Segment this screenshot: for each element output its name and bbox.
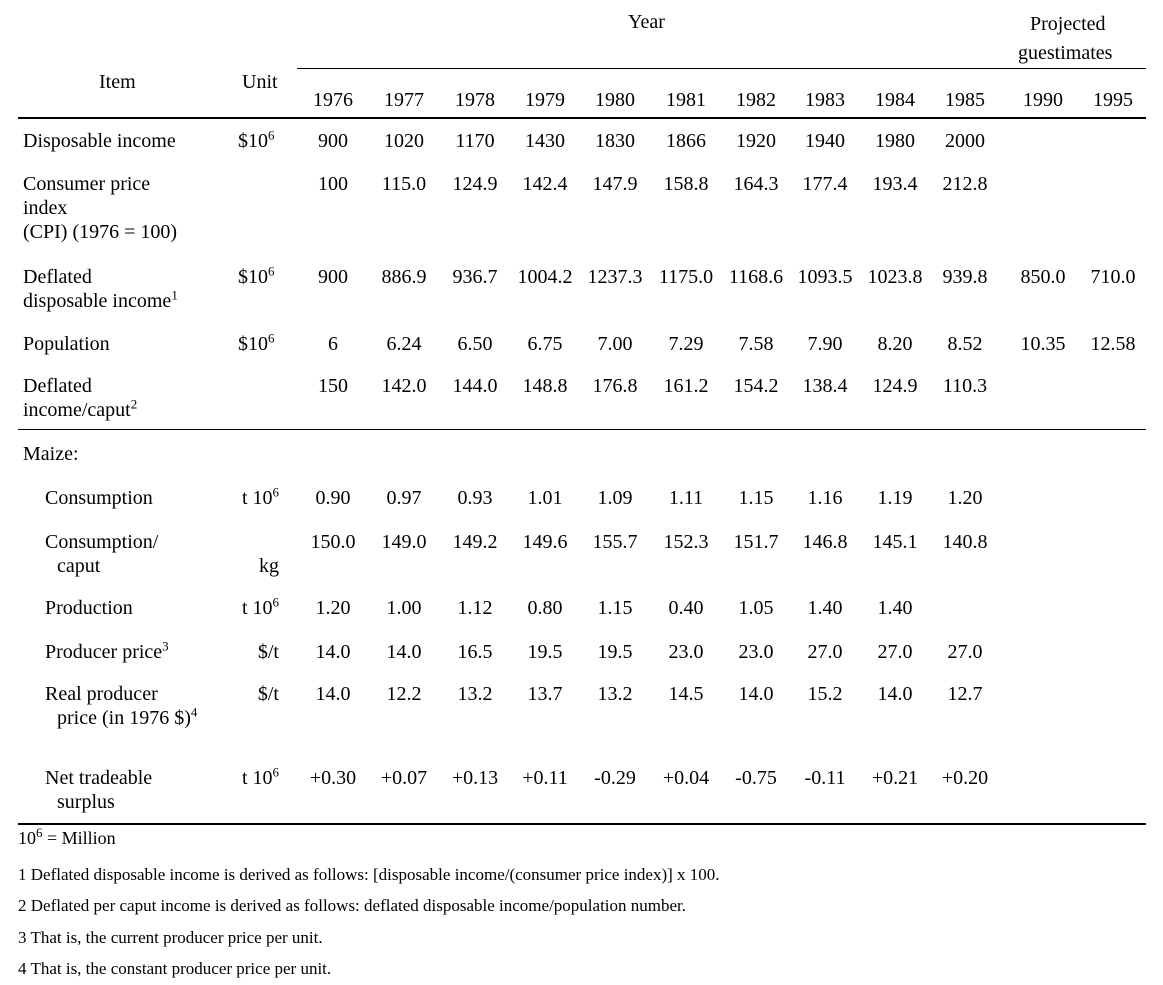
table-cell: 1170 (455, 130, 495, 152)
table-cell: 152.3 (663, 531, 709, 553)
row-unit: $\$10^6$ (238, 330, 275, 355)
table-cell: 10.35 (1020, 333, 1066, 355)
table-cell: 147.9 (592, 173, 638, 195)
table-cell: -0.11 (804, 767, 846, 789)
table-cell: 850.0 (1020, 266, 1066, 288)
row-label: Net tradeable (45, 767, 153, 789)
table-cell: 177.4 (802, 173, 848, 195)
table-cell: 8.52 (947, 333, 983, 355)
table-cell: 193.4 (872, 173, 918, 195)
row-unit: t $10^6$ (241, 594, 279, 619)
header-unit: Unit (242, 71, 278, 93)
table-cell: 1.19 (877, 487, 913, 509)
table-cell: 1866 (666, 130, 706, 152)
table-cell: 1.11 (668, 487, 704, 509)
table-cell: 1.16 (807, 487, 843, 509)
row-label: Population (23, 333, 110, 355)
table-cell: 27.0 (807, 641, 843, 663)
year-header-1982: 1982 (736, 89, 776, 111)
table-cell: 0.97 (386, 487, 422, 509)
table-cell: 1.09 (597, 487, 633, 509)
table-cell: 144.0 (452, 375, 498, 397)
table-cell: +0.20 (941, 767, 989, 789)
table-cell: 150 (318, 375, 348, 397)
table-cell: 27.0 (877, 641, 913, 663)
row-label: Producer price$^3$ (45, 638, 169, 663)
row-unit: kg (259, 555, 279, 577)
table-cell: 19.5 (597, 641, 633, 663)
table-cell: 936.7 (452, 266, 498, 288)
table-cell: +0.07 (380, 767, 428, 789)
table-cell: 100 (318, 173, 348, 195)
table-cell: 2000 (945, 130, 985, 152)
row-label: caput (57, 555, 101, 577)
table-cell: 1.00 (386, 597, 422, 619)
table-cell: 0.40 (668, 597, 704, 619)
table-cell: 710.0 (1090, 266, 1136, 288)
table-cell: 1093.5 (797, 266, 853, 288)
year-header-1984: 1984 (875, 89, 915, 111)
table-cell: 1020 (384, 130, 424, 152)
table-cell: 1237.3 (587, 266, 643, 288)
table-cell: 138.4 (802, 375, 848, 397)
row-label: Deflated (23, 266, 92, 288)
table-cell: 150.0 (310, 531, 356, 553)
year-header-1981: 1981 (666, 89, 706, 111)
table-cell: 142.0 (381, 375, 427, 397)
row-unit: $/t (257, 683, 279, 705)
row-unit: t $10^6$ (241, 484, 279, 509)
section-rule (18, 429, 1146, 430)
table-cell: 13.7 (527, 683, 563, 705)
year-header-1978: 1978 (455, 89, 495, 111)
row-unit: $\$10^6$ (238, 263, 275, 288)
table-cell: +0.04 (662, 767, 710, 789)
table-cell: 6 (328, 333, 338, 355)
footnote-3: 3 That is, the current producer price per unit. (18, 928, 323, 947)
table-cell: 14.0 (386, 641, 422, 663)
row-unit: t $10^6$ (241, 764, 279, 789)
table-cell: 110.3 (942, 375, 988, 397)
table-cell: 1.15 (597, 597, 633, 619)
table-cell: 140.8 (942, 531, 988, 553)
table-cell: 19.5 (527, 641, 563, 663)
table-cell: 27.0 (947, 641, 983, 663)
year-header-1995: 1995 (1093, 89, 1133, 111)
table-cell: 1920 (736, 130, 776, 152)
table-cell: 1.40 (877, 597, 913, 619)
footnote-1: 1 Deflated disposable income is derived as follows: [disposable income/(consumer price index)] x 100. (18, 865, 720, 884)
table-cell: 16.5 (457, 641, 493, 663)
table-cell: 0.90 (315, 487, 351, 509)
table-cell: 1.40 (807, 597, 843, 619)
table-cell: 1168.6 (728, 266, 784, 288)
row-label: surplus (57, 791, 115, 813)
table-cell: 1.20 (947, 487, 983, 509)
header-rule (18, 117, 1146, 119)
table-cell: 1430 (525, 130, 565, 152)
table-cell: 154.2 (733, 375, 779, 397)
million-footnote: $10^6$ = Million (18, 825, 116, 848)
table-cell: 164.3 (733, 173, 779, 195)
row-label: Production (45, 597, 133, 619)
row-label: disposable income$^1$ (23, 287, 178, 312)
table-cell: 7.29 (668, 333, 704, 355)
year-header-1976: 1976 (313, 89, 353, 111)
year-header-1985: 1985 (945, 89, 985, 111)
table-cell: 161.2 (663, 375, 709, 397)
table-cell: 124.9 (452, 173, 498, 195)
table-cell: 1.12 (457, 597, 493, 619)
table-cell: 149.0 (381, 531, 427, 553)
table-cell: 13.2 (457, 683, 493, 705)
table-cell: 939.8 (942, 266, 988, 288)
year-header-1979: 1979 (525, 89, 565, 111)
table-cell: 1.15 (738, 487, 774, 509)
table-cell: 212.8 (942, 173, 988, 195)
table-cell: 158.8 (663, 173, 709, 195)
table-cell: 900 (318, 130, 348, 152)
row-label: price (in 1976 $)$^4$ (57, 704, 198, 729)
table-cell: 149.2 (452, 531, 498, 553)
table-cell: 149.6 (522, 531, 568, 553)
row-label: Consumption/ (45, 531, 159, 553)
year-header-1977: 1977 (384, 89, 424, 111)
row-label: index (23, 197, 68, 219)
table-cell: 14.0 (877, 683, 913, 705)
table-cell: 13.2 (597, 683, 633, 705)
table-cell: +0.21 (871, 767, 919, 789)
table-cell: 6.50 (457, 333, 493, 355)
table-cell: 124.9 (872, 375, 918, 397)
maize-section-label: Maize: (23, 443, 79, 465)
table-cell: 142.4 (522, 173, 568, 195)
table-cell: 1023.8 (867, 266, 923, 288)
table-cell: 14.5 (668, 683, 704, 705)
table-cell: 1.20 (315, 597, 351, 619)
header-item: Item (99, 71, 136, 93)
table-cell: 12.2 (386, 683, 422, 705)
table-cell: 1175.0 (658, 266, 714, 288)
table-cell: +0.30 (309, 767, 357, 789)
row-unit: $/t (257, 641, 279, 663)
header-guestimates: guestimates (1018, 42, 1113, 64)
year-underline (297, 68, 1146, 69)
table-cell: 6.75 (527, 333, 563, 355)
header-year: Year (628, 11, 665, 33)
table-cell: 1830 (595, 130, 635, 152)
table-cell: 23.0 (668, 641, 704, 663)
table-cell: 1.05 (738, 597, 774, 619)
table-cell: 1980 (875, 130, 915, 152)
row-label: Deflated (23, 375, 92, 397)
footnote-4: 4 That is, the constant producer price per unit. (18, 959, 332, 978)
row-label: (CPI) (1976 = 100) (23, 221, 178, 243)
row-label: Disposable income (23, 130, 176, 152)
table-cell: 14.0 (315, 683, 351, 705)
row-label: Consumption (45, 487, 153, 509)
year-header-1983: 1983 (805, 89, 845, 111)
table-cell: -0.75 (735, 767, 777, 789)
table-cell: 8.20 (877, 333, 913, 355)
table-cell: 14.0 (315, 641, 351, 663)
table-cell: 886.9 (381, 266, 427, 288)
table-cell: 146.8 (802, 531, 848, 553)
table-cell: 151.7 (733, 531, 779, 553)
year-header-1990: 1990 (1023, 89, 1063, 111)
table-cell: 23.0 (738, 641, 774, 663)
year-header-1980: 1980 (595, 89, 635, 111)
table-cell: 145.1 (872, 531, 918, 553)
table-cell: +0.13 (451, 767, 499, 789)
row-label: income/caput$^2$ (23, 396, 138, 421)
table-cell: 115.0 (381, 173, 427, 195)
table-cell: 1940 (805, 130, 845, 152)
table-cell: 155.7 (592, 531, 638, 553)
bottom-rule (18, 823, 1146, 825)
table-cell: 6.24 (386, 333, 422, 355)
table-cell: 12.58 (1090, 333, 1136, 355)
table-cell: 7.58 (738, 333, 774, 355)
table-cell: 148.8 (522, 375, 568, 397)
table-cell: 900 (318, 266, 348, 288)
table-cell: 14.0 (738, 683, 774, 705)
table-cell: 7.00 (597, 333, 633, 355)
table-cell: 0.93 (457, 487, 493, 509)
table-cell: 0.80 (527, 597, 563, 619)
table-cell: -0.29 (594, 767, 636, 789)
table-cell: 1.01 (527, 487, 563, 509)
table-cell: 15.2 (807, 683, 843, 705)
row-label: Consumer price (23, 173, 151, 195)
table-cell: 176.8 (592, 375, 638, 397)
table-cell: 7.90 (807, 333, 843, 355)
table-cell: 12.7 (947, 683, 983, 705)
header-projected: Projected (1030, 13, 1106, 35)
table-cell: +0.11 (522, 767, 568, 789)
row-unit: $\$10^6$ (238, 127, 275, 152)
row-label: Real producer (45, 683, 158, 705)
footnote-2: 2 Deflated per caput income is derived as follows: deflated disposable income/population number. (18, 896, 687, 915)
table-cell: 1004.2 (517, 266, 573, 288)
